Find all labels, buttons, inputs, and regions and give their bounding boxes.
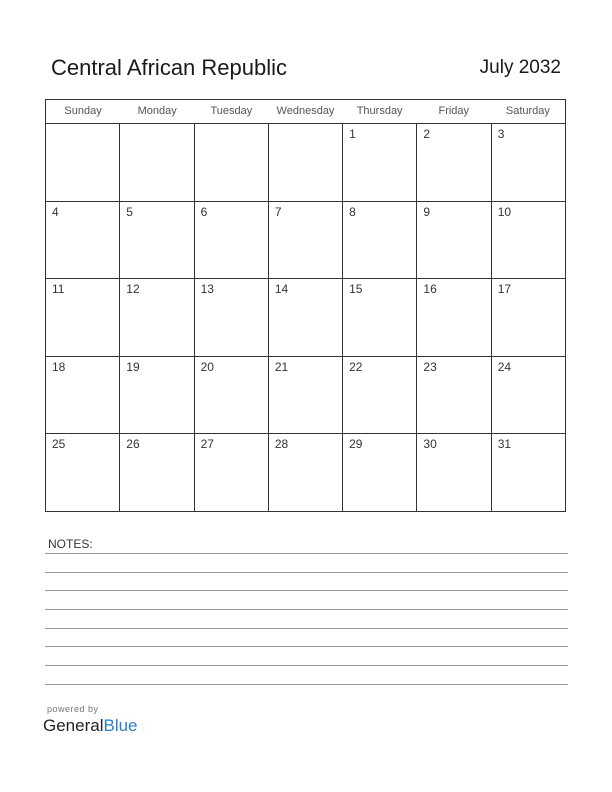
month-label: July 2032 — [479, 57, 561, 78]
day-number: 9 — [423, 204, 431, 219]
day-cell — [120, 434, 194, 511]
day-cell — [269, 279, 343, 356]
day-cell — [343, 279, 417, 356]
week-row — [46, 124, 565, 202]
day-number: 15 — [349, 282, 363, 297]
weekday-friday: Friday — [438, 105, 470, 117]
day-number: 17 — [497, 282, 512, 297]
brand-general-text: General — [43, 716, 104, 735]
day-number: 1 — [349, 127, 356, 141]
day-number: 27 — [200, 437, 214, 452]
day-cell — [417, 202, 491, 279]
day-cell — [269, 202, 343, 279]
day-cell — [269, 357, 343, 434]
weeks-container — [46, 124, 565, 511]
weekday-saturday: Saturday — [505, 105, 550, 117]
day-cell — [492, 357, 565, 434]
brand-blue-text: Blue — [103, 716, 138, 735]
day-number: 14 — [274, 282, 289, 297]
weekday-monday: Monday — [137, 105, 177, 117]
day-cell — [120, 279, 194, 356]
day-cell — [195, 279, 269, 356]
calendar-grid — [45, 99, 566, 512]
day-number: 18 — [52, 359, 66, 374]
weekday-sunday: Sunday — [64, 105, 102, 117]
day-number: 22 — [349, 359, 363, 374]
day-number: 5 — [126, 204, 133, 219]
week-row — [46, 279, 565, 357]
day-cell — [195, 434, 269, 511]
day-cell — [46, 279, 120, 356]
day-number: 21 — [274, 359, 289, 374]
weekday-thursday: Thursday — [356, 105, 403, 117]
page-title: Central African Republic — [51, 55, 288, 80]
day-cell — [343, 357, 417, 434]
day-number: 13 — [200, 282, 214, 297]
day-cell — [195, 124, 269, 201]
day-number: 12 — [126, 282, 140, 297]
day-cell — [269, 124, 343, 201]
weekday-tuesday: Tuesday — [210, 105, 253, 117]
day-cell — [343, 124, 417, 201]
day-number: 30 — [423, 437, 437, 452]
day-number: 28 — [274, 437, 289, 452]
day-cell — [417, 434, 491, 511]
day-number: 19 — [126, 359, 140, 374]
day-cell — [343, 202, 417, 279]
notes-label: NOTES: — [48, 537, 93, 551]
week-row — [46, 434, 565, 511]
day-cell — [46, 124, 120, 201]
day-number: 3 — [497, 127, 505, 141]
day-number: 2 — [423, 127, 431, 141]
day-cell — [195, 202, 269, 279]
notes-line — [45, 646, 568, 647]
notes-line — [45, 684, 568, 685]
day-cell — [46, 202, 120, 279]
day-cell — [492, 434, 565, 511]
powered-by-label: powered by — [47, 704, 99, 714]
day-number: 7 — [274, 204, 282, 219]
day-cell — [343, 434, 417, 511]
week-row — [46, 357, 565, 435]
day-number: 26 — [126, 437, 140, 452]
day-cell — [120, 357, 194, 434]
weekday-header-row — [46, 100, 565, 124]
day-number: 31 — [497, 437, 512, 452]
day-cell — [492, 124, 565, 201]
notes-line — [45, 572, 568, 573]
day-number: 4 — [52, 204, 59, 219]
day-number: 8 — [349, 204, 356, 219]
day-number: 6 — [200, 204, 208, 219]
day-number: 11 — [52, 282, 65, 297]
day-cell — [120, 124, 194, 201]
day-cell — [417, 279, 491, 356]
notes-line — [45, 665, 568, 666]
notes-line — [45, 609, 568, 610]
day-number: 24 — [497, 359, 512, 374]
day-cell — [195, 357, 269, 434]
notes-line — [45, 553, 568, 554]
day-number: 10 — [497, 204, 512, 219]
notes-line — [45, 590, 568, 591]
weekday-wednesday: Wednesday — [276, 105, 335, 117]
day-number: 16 — [423, 282, 437, 297]
day-cell — [417, 357, 491, 434]
notes-line — [45, 628, 568, 629]
day-cell — [492, 279, 565, 356]
day-number: 29 — [349, 437, 363, 452]
day-cell — [492, 202, 565, 279]
day-cell — [120, 202, 194, 279]
day-number: 20 — [200, 359, 214, 374]
day-number: 25 — [52, 437, 66, 452]
day-number: 23 — [423, 359, 437, 374]
day-cell — [46, 434, 120, 511]
week-row — [46, 202, 565, 280]
day-cell — [46, 357, 120, 434]
day-cell — [417, 124, 491, 201]
generalblue-logo — [43, 716, 138, 736]
day-cell — [269, 434, 343, 511]
